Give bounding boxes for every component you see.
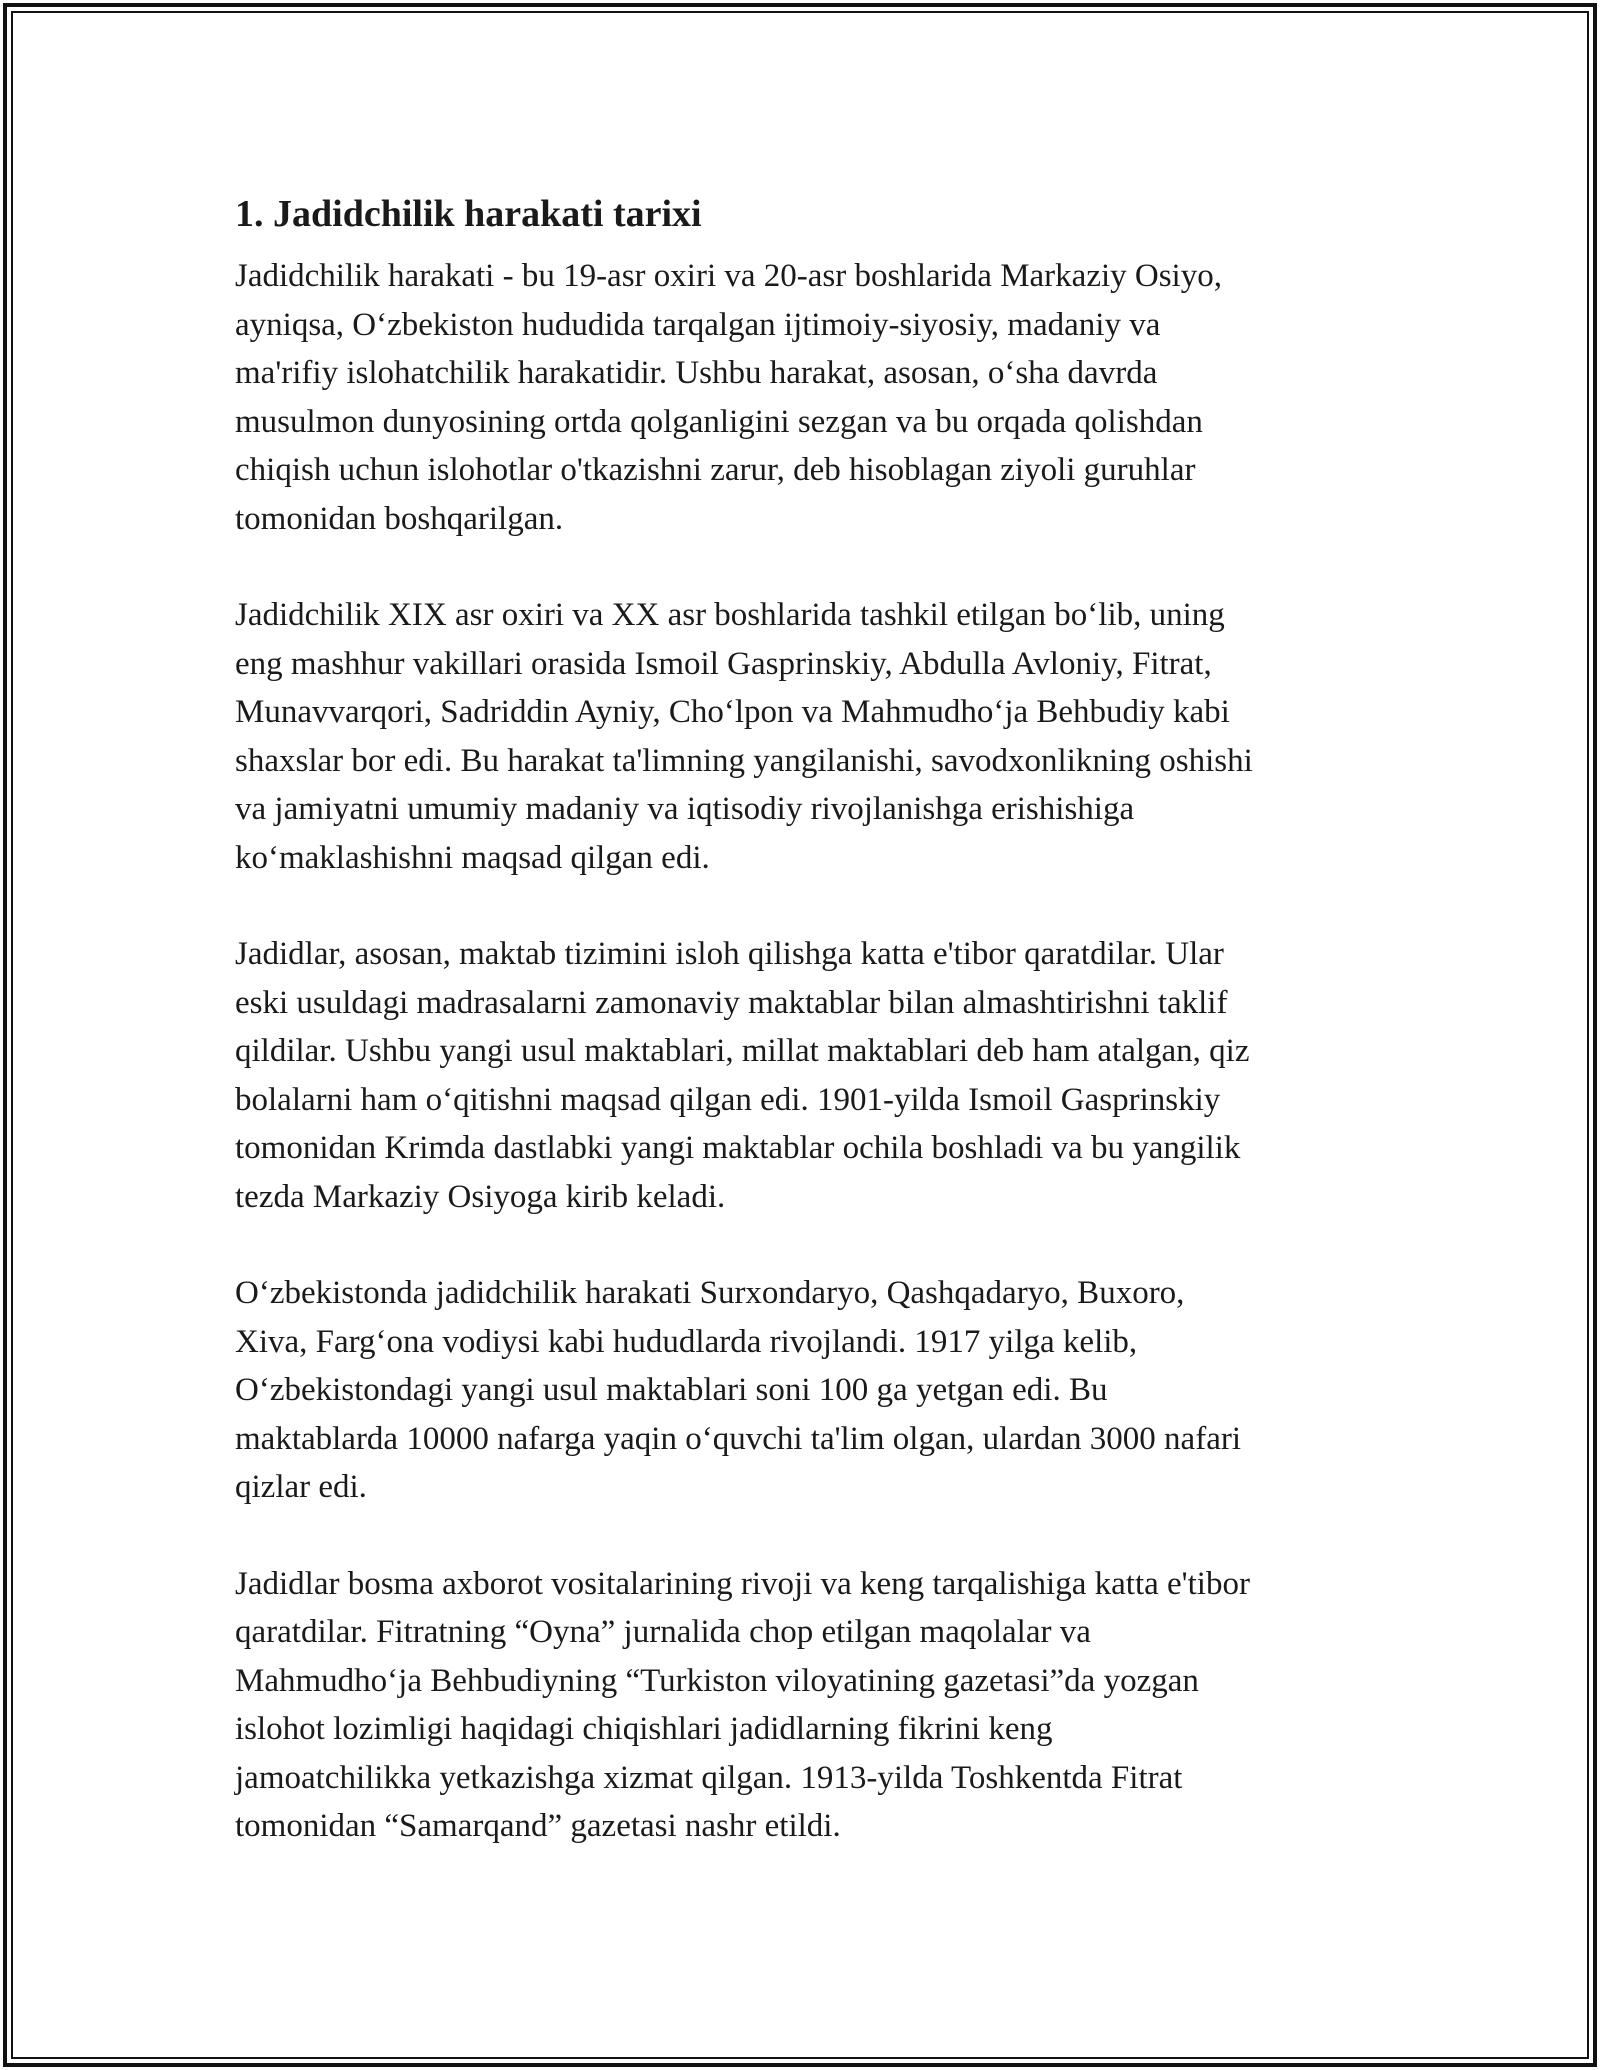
paragraph-3: Jadidlar, asosan, maktab tizimini isloh qilishga katta e'tibor qaratdilar. Ular eski usuldagi madrasalarni zamonaviy maktablar bilan almashtirishni taklif qildilar. Ushbu yangi usul maktablari, millat maktablari deb ham atalgan, qiz bolalarni ham o‘qitishni maqsad qilgan edi. 1901-yilda Ismoil Gasprinskiy tomonidan Krimda dastlabki yangi maktablar ochila boshladi va bu yangilik tezda Markaziy Osiyoga kirib keladi. [235,936,1250,1215]
paragraph-5: Jadidlar bosma axborot vositalarining rivoji va keng tarqalishiga katta e'tibor qaratdilar. Fitratning “Oyna” jurnalida chop etilgan maqolalar va Mahmudho‘ja Behbudiyning “Turkiston viloyatining gazetasi”da yozgan islohot lozimligi haqidagi chiqishlari jadidlarning fikrini keng jamoatchilikka yetkazishga xizmat qilgan. 1913-yilda Toshkentda Fitrat tomonidan “Samarqand” gazetasi nashr etildi. [235,1565,1250,1844]
document-body [235,186,1375,1851]
paragraph-2: Jadidchilik XIX asr oxiri va XX asr boshlarida tashkil etilgan bo‘lib, uning eng mashhur vakillari orasida Ismoil Gasprinskiy, Abdulla Avloniy, Fitrat, Munavvarqori, Sadriddin Ayniy, Cho‘lpon va Mahmudho‘ja Behbudiy kabi shaxslar bor edi. Bu harakat ta'limning yangilanishi, savodxonlikning oshishi va jamiyatni umumiy madaniy va iqtisodiy rivojlanishga erishishiga ko‘maklashishni maqsad qilgan edi. [235,597,1253,876]
paragraph-1: Jadidchilik harakati - bu 19-asr oxiri va 20-asr boshlarida Markaziy Osiyo, ayniqsa, O‘zbekiston hududida tarqalgan ijtimoiy-siyosiy, madaniy va ma'rifiy islohatchilik harakatidir. Ushbu harakat, asosan, o‘sha davrda musulmon dunyosining ortda qolganligini sezgan va bu orqada qolishdan chiqish uchun islohotlar o'tkazishni zarur, deb hisoblagan ziyoli guruhlar tomonidan boshqarilgan. [235,258,1222,537]
paragraph-4: O‘zbekistonda jadidchilik harakati Surxondaryo, Qashqadaryo, Buxoro, Xiva, Farg‘ona vodiysi kabi hududlarda rivojlandi. 1917 yilga kelib, O‘zbekistondagi yangi usul maktablari soni 100 ga yetgan edi. Bu maktablarda 10000 nafarga yaqin o‘quvchi ta'lim olgan, ulardan 3000 nafari qizlar edi. [235,1275,1242,1505]
section-heading: 1. Jadidchilik harakati tarixi [235,193,702,235]
